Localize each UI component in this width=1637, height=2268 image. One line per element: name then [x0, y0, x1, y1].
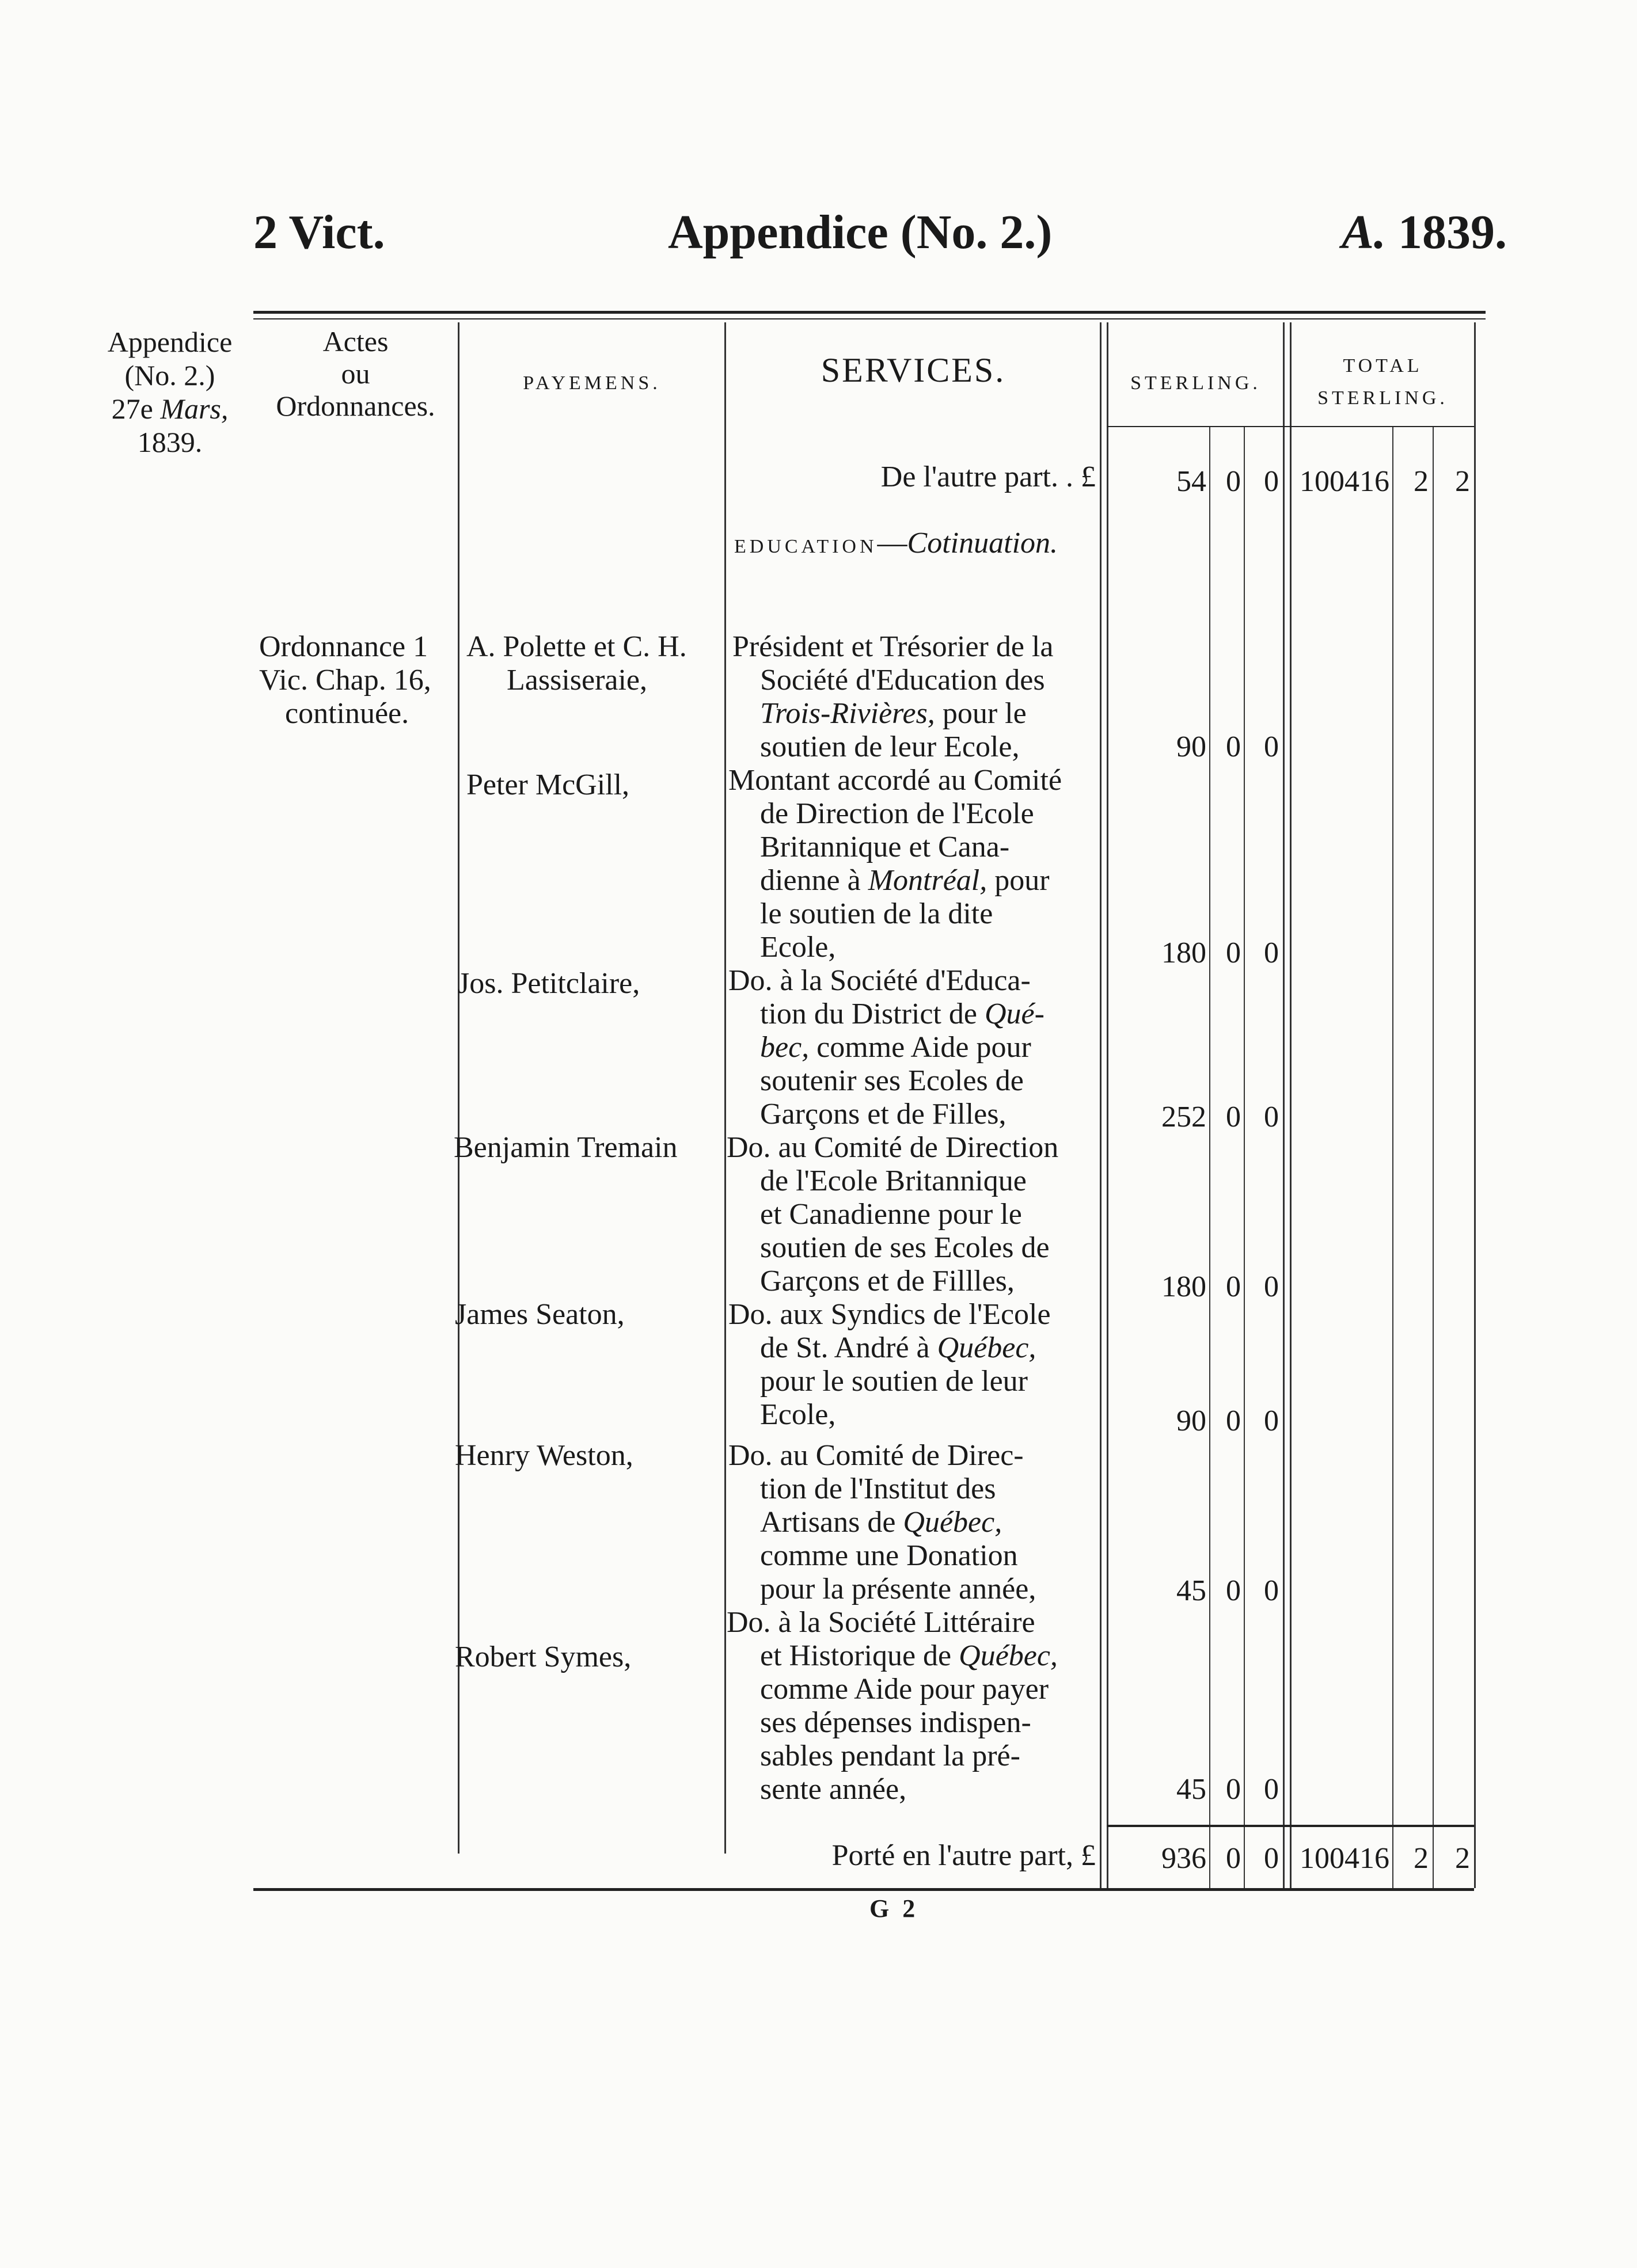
- top-rule-thin: [253, 318, 1486, 319]
- service-6-l2: tion de l'Institut des: [760, 1472, 996, 1505]
- section-title: EDUCATION—Cotinuation.: [734, 527, 1058, 560]
- payee-1-line1: A. Polette et C. H.: [466, 630, 687, 663]
- carried-forward-shillings: 0: [1226, 465, 1241, 498]
- carried-over-total-shillings: 2: [1414, 1842, 1429, 1875]
- carried-forward-total-pence: 2: [1455, 465, 1470, 498]
- header-session: 2 Vict.: [253, 206, 385, 259]
- header-title: Appendice (No. 2.): [668, 206, 1053, 259]
- service-5-l2: de St. André à Québec,: [760, 1331, 1036, 1364]
- service-4-l1: Do. au Comité de Direction: [727, 1131, 1059, 1164]
- service-4-l4: soutien de ses Ecoles de: [760, 1231, 1050, 1264]
- col-line-sterling-d: [1244, 426, 1245, 1888]
- payee-3: Jos. Petitclaire,: [458, 967, 640, 1000]
- col-line-services-left: [1100, 322, 1102, 1888]
- act-line1: Ordonnance 1: [259, 630, 428, 663]
- amount-6-shillings: 0: [1226, 1574, 1241, 1607]
- bottom-rule: [253, 1888, 1474, 1891]
- service-1-l3: Trois-Rivières, pour le: [760, 697, 1027, 730]
- amount-3-pence: 0: [1264, 1101, 1279, 1133]
- payee-5: James Seaton,: [455, 1298, 625, 1331]
- signature-mark: G 2: [869, 1894, 919, 1923]
- colhead-total: TOTAL STERLING.: [1317, 355, 1448, 409]
- act-line3: continuée.: [285, 697, 409, 730]
- margin-note-line3: 27e Mars,: [111, 393, 229, 425]
- amount-1-shillings: 0: [1226, 730, 1241, 763]
- service-5-l4: Ecole,: [760, 1398, 836, 1431]
- service-2-l4: dienne à Montréal, pour: [760, 864, 1050, 897]
- payee-1-line2: Lassiseraie,: [507, 664, 648, 697]
- amount-3-shillings: 0: [1226, 1101, 1241, 1133]
- payee-6: Henry Weston,: [455, 1439, 633, 1472]
- amount-5-pence: 0: [1264, 1405, 1279, 1437]
- service-7-l2: et Historique de Québec,: [760, 1639, 1058, 1672]
- service-6-l1: Do. au Comité de Direc-: [728, 1439, 1024, 1472]
- amount-4-pence: 0: [1264, 1270, 1279, 1303]
- service-2-l5: le soutien de la dite: [760, 897, 993, 930]
- service-7-l1: Do. à la Société Littéraire: [727, 1606, 1035, 1639]
- payee-4: Benjamin Tremain: [454, 1131, 678, 1164]
- service-7-l5: sables pendant la pré-: [760, 1740, 1020, 1772]
- header-year-number: 1839.: [1398, 206, 1507, 259]
- service-6-l3: Artisans de Québec,: [760, 1506, 1002, 1539]
- amount-7-pence: 0: [1264, 1773, 1279, 1806]
- header-year: [1342, 204, 1507, 260]
- margin-note-line1: Appendice: [107, 326, 233, 358]
- col-line-payemens: [724, 322, 726, 1854]
- amount-2-pence: 0: [1264, 937, 1279, 969]
- col-line-sterling-s: [1209, 426, 1210, 1888]
- act-line2: Vic. Chap. 16,: [259, 664, 431, 697]
- service-2-l6: Ecole,: [760, 931, 836, 964]
- payee-2: Peter McGill,: [466, 768, 630, 801]
- service-5-l1: Do. aux Syndics de l'Ecole: [728, 1298, 1051, 1331]
- carried-forward-total-pounds: 100416: [1300, 465, 1389, 498]
- amount-5-pounds: 90: [1176, 1405, 1206, 1437]
- service-3-l5: Garçons et de Filles,: [760, 1098, 1006, 1131]
- service-1-l1: Président et Trésorier de la: [732, 630, 1054, 663]
- sum-rule: [1107, 1825, 1474, 1827]
- amount-7-shillings: 0: [1226, 1773, 1241, 1806]
- service-3-l1: Do. à la Société d'Educa-: [728, 964, 1031, 997]
- amount-1-pence: 0: [1264, 730, 1279, 763]
- amount-4-pounds: 180: [1161, 1270, 1206, 1303]
- col-line-actes: [458, 322, 459, 1854]
- carried-forward-pounds: 54: [1176, 465, 1206, 498]
- service-7-l3: comme Aide pour payer: [760, 1673, 1049, 1706]
- col-line-sterling-right: [1283, 322, 1285, 1888]
- service-1-l4: soutien de leur Ecole,: [760, 730, 1020, 763]
- header-year-letter: A.: [1342, 206, 1387, 259]
- colhead-sterling: STERLING.: [1130, 372, 1261, 394]
- service-1-l2: Société d'Education des: [760, 664, 1045, 697]
- service-3-l3: bec, comme Aide pour: [760, 1031, 1031, 1064]
- colhead-actes: Actes ou Ordonnances.: [276, 325, 435, 422]
- carried-over-label: Porté en l'autre part, £: [831, 1839, 1096, 1872]
- carried-over-pounds: 936: [1161, 1842, 1206, 1875]
- payee-7: Robert Symes,: [455, 1641, 632, 1673]
- amount-3-pounds: 252: [1161, 1101, 1206, 1133]
- service-4-l3: et Canadienne pour le: [760, 1198, 1022, 1231]
- amount-4-shillings: 0: [1226, 1270, 1241, 1303]
- carried-over-total-pence: 2: [1455, 1842, 1470, 1875]
- col-line-right: [1474, 322, 1476, 1888]
- col-line-total-s: [1392, 426, 1393, 1888]
- service-5-l3: pour le soutien de leur: [760, 1365, 1028, 1398]
- service-6-l5: pour la présente année,: [760, 1573, 1036, 1605]
- margin-note-line4: 1839.: [137, 426, 203, 458]
- carried-over-total-pounds: 100416: [1300, 1842, 1389, 1875]
- carried-forward-pence: 0: [1264, 465, 1279, 498]
- amount-7-pounds: 45: [1176, 1773, 1206, 1806]
- service-2-l3: Britannique et Cana-: [760, 831, 1010, 863]
- carried-forward-label: De l'autre part. . £: [880, 461, 1096, 493]
- amount-6-pounds: 45: [1176, 1574, 1206, 1607]
- service-3-l4: soutenir ses Ecoles de: [760, 1064, 1024, 1097]
- amount-2-pounds: 180: [1161, 937, 1206, 969]
- service-4-l2: de l'Ecole Britannique: [760, 1165, 1027, 1197]
- service-6-l4: comme une Donation: [760, 1539, 1018, 1572]
- service-4-l5: Garçons et de Fillles,: [760, 1265, 1015, 1297]
- margin-note: [86, 325, 253, 459]
- amount-6-pence: 0: [1264, 1574, 1279, 1607]
- top-rule: [253, 311, 1486, 314]
- carried-forward-total-shillings: 2: [1414, 465, 1429, 498]
- service-7-l6: sente année,: [760, 1773, 907, 1806]
- service-2-l2: de Direction de l'Ecole: [760, 797, 1034, 830]
- col-line-total-d: [1433, 426, 1434, 1888]
- service-3-l2: tion du District de Qué-: [760, 998, 1045, 1030]
- amount-5-shillings: 0: [1226, 1405, 1241, 1437]
- header-underline: [1107, 426, 1474, 427]
- col-line-services-right: [1107, 322, 1108, 1888]
- col-line-total-left: [1290, 322, 1292, 1888]
- service-2-l1: Montant accordé au Comité: [728, 764, 1062, 797]
- carried-over-pence: 0: [1264, 1842, 1279, 1875]
- margin-note-line2: (No. 2.): [124, 359, 215, 391]
- amount-2-shillings: 0: [1226, 937, 1241, 969]
- amount-1-pounds: 90: [1176, 730, 1206, 763]
- colhead-payemens: PAYEMENS.: [523, 372, 661, 394]
- service-7-l4: ses dépenses indispen-: [760, 1706, 1031, 1739]
- carried-over-shillings: 0: [1226, 1842, 1241, 1875]
- colhead-services: SERVICES.: [821, 351, 1006, 389]
